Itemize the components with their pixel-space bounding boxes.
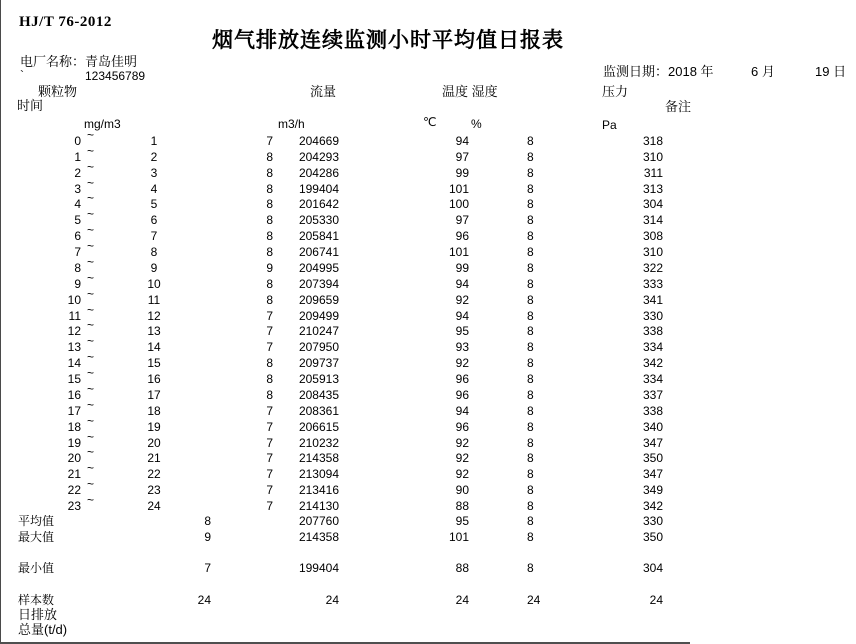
hour-start-cell: 14 (67, 356, 81, 370)
temp-value-cell: 94 (455, 277, 469, 291)
humidity-value-cell: 8 (527, 420, 534, 434)
pressure-value-cell: 334 (642, 372, 663, 386)
humidity-value-cell: 8 (527, 245, 534, 259)
summary-label: 样本数 (18, 593, 55, 607)
pm-value-cell: 7 (266, 134, 273, 148)
summary-label: 平均值 (18, 514, 55, 528)
summary-label: 最小值 (18, 561, 55, 575)
humidity-value-cell: 8 (527, 197, 534, 211)
monitor-date-day: 19 日 (815, 64, 847, 79)
hour-range-tilde: ~ (87, 445, 95, 459)
column-header-pressure: 压力 (602, 84, 629, 99)
humidity-value-cell: 8 (527, 340, 534, 354)
humidity-value-cell: 8 (527, 467, 534, 481)
pm-value-cell: 8 (266, 150, 273, 164)
summary-temp-value-cell: 88 (455, 561, 469, 575)
pressure-value-cell: 341 (642, 293, 663, 307)
hour-start-cell: 9 (74, 277, 81, 291)
hour-start-cell: 13 (67, 340, 81, 354)
temp-value-cell: 90 (455, 483, 469, 497)
pressure-value-cell: 330 (642, 309, 663, 323)
pressure-value-cell: 347 (642, 436, 663, 450)
monitor-date-year: 监测日期：2018 年 (603, 64, 714, 79)
hour-range-tilde: ~ (87, 398, 95, 412)
hour-start-cell: 22 (67, 483, 81, 497)
summary-pressure-value-cell: 350 (642, 530, 663, 544)
unit-pm: mg/m3 (84, 117, 121, 131)
monitor-date-month: 6 月 (751, 64, 775, 79)
flow-value-cell: 199404 (298, 182, 339, 196)
pm-value-cell: 8 (266, 245, 273, 259)
hour-range-tilde: ~ (87, 350, 95, 364)
pressure-value-cell: 334 (642, 340, 663, 354)
hour-range-tilde: ~ (87, 430, 95, 444)
humidity-value-cell: 8 (527, 451, 534, 465)
temp-value-cell: 96 (455, 372, 469, 386)
pressure-value-cell: 337 (642, 388, 663, 402)
flow-value-cell: 208361 (298, 404, 339, 418)
flow-value-cell: 204293 (298, 150, 339, 164)
hour-end-cell: 16 (147, 372, 161, 386)
pm-value-cell: 8 (266, 356, 273, 370)
pressure-value-cell: 310 (642, 245, 663, 259)
column-header-pm: 颗粒物 (38, 84, 78, 99)
column-header-time: 时间 (17, 98, 44, 113)
hour-start-cell: 21 (67, 467, 81, 481)
hour-start-cell: 18 (67, 420, 81, 434)
humidity-value-cell: 8 (527, 182, 534, 196)
hour-range-tilde: ~ (87, 414, 95, 428)
pm-value-cell: 7 (266, 309, 273, 323)
hour-start-cell: 0 (74, 134, 81, 148)
flow-value-cell: 210232 (298, 436, 339, 450)
hour-range-tilde: ~ (87, 223, 95, 237)
pm-value-cell: 7 (266, 499, 273, 513)
temp-value-cell: 96 (455, 229, 469, 243)
hour-start-cell: 7 (74, 245, 81, 259)
hour-range-tilde: ~ (87, 239, 95, 253)
temp-value-cell: 95 (455, 324, 469, 338)
temp-value-cell: 92 (455, 436, 469, 450)
humidity-value-cell: 8 (527, 213, 534, 227)
pm-value-cell: 7 (266, 420, 273, 434)
temp-value-cell: 92 (455, 467, 469, 481)
humidity-value-cell: 8 (527, 356, 534, 370)
flow-value-cell: 213094 (298, 467, 339, 481)
temp-value-cell: 94 (455, 134, 469, 148)
summary-flow-value-cell: 24 (325, 593, 339, 607)
hour-end-cell: 15 (147, 356, 161, 370)
pm-value-cell: 7 (266, 483, 273, 497)
hour-range-tilde: ~ (87, 144, 95, 158)
humidity-value-cell: 8 (527, 483, 534, 497)
hour-range-tilde: ~ (87, 271, 95, 285)
summary-humidity-value-cell: 24 (527, 593, 541, 607)
pressure-value-cell: 333 (642, 277, 663, 291)
pressure-value-cell: 347 (642, 467, 663, 481)
summary-flow-value-cell: 214358 (298, 530, 339, 544)
flow-value-cell: 213416 (298, 483, 339, 497)
summary-pressure-value-cell: 304 (642, 561, 663, 575)
flow-value-cell: 209659 (298, 293, 339, 307)
pressure-value-cell: 313 (642, 182, 663, 196)
hour-range-tilde: ~ (87, 477, 95, 491)
summary-pm-value-cell: 24 (197, 593, 211, 607)
pm-value-cell: 7 (266, 436, 273, 450)
humidity-value-cell: 8 (527, 277, 534, 291)
hour-start-cell: 4 (74, 197, 81, 211)
hour-start-cell: 19 (67, 436, 81, 450)
temp-value-cell: 94 (455, 309, 469, 323)
hour-end-cell: 6 (150, 213, 158, 227)
hour-range-tilde: ~ (87, 318, 95, 332)
humidity-value-cell: 8 (527, 293, 534, 307)
summary-flow-value-cell: 199404 (298, 561, 339, 575)
hour-start-cell: 5 (74, 213, 81, 227)
footer-daily-emission-label: 日排放 (18, 607, 58, 622)
footer-total-label: 总量(t/d) (18, 622, 68, 637)
pressure-value-cell: 310 (642, 150, 663, 164)
summary-pressure-value-cell: 24 (649, 593, 663, 607)
hour-end-cell: 9 (150, 261, 158, 275)
hour-end-cell: 2 (150, 150, 158, 164)
temp-value-cell: 96 (455, 420, 469, 434)
pressure-value-cell: 314 (642, 213, 663, 227)
hour-end-cell: 17 (147, 388, 161, 402)
plant-code: 123456789 (85, 69, 146, 83)
flow-value-cell: 207394 (298, 277, 339, 291)
page-title: 烟气排放连续监测小时平均值日报表 (212, 29, 564, 52)
hour-range-tilde: ~ (87, 461, 95, 475)
pm-value-cell: 8 (266, 182, 273, 196)
flow-value-cell: 210247 (298, 324, 339, 338)
standard-code: HJ/T 76-2012 (19, 14, 112, 30)
flow-value-cell: 205330 (298, 213, 339, 227)
pressure-value-cell: 308 (642, 229, 663, 243)
humidity-value-cell: 8 (527, 309, 534, 323)
temp-value-cell: 88 (455, 499, 469, 513)
temp-value-cell: 92 (455, 451, 469, 465)
temp-value-cell: 92 (455, 293, 469, 307)
hour-range-tilde: ~ (87, 287, 95, 301)
hour-range-tilde: ~ (87, 334, 95, 348)
hour-end-cell: 7 (150, 229, 158, 243)
unit-flow: m3/h (278, 117, 305, 131)
hour-start-cell: 20 (67, 451, 81, 465)
hour-start-cell: 16 (67, 388, 81, 402)
summary-temp-value-cell: 95 (455, 514, 469, 528)
hour-end-cell: 23 (147, 483, 161, 497)
humidity-value-cell: 8 (527, 229, 534, 243)
humidity-value-cell: 8 (527, 499, 534, 513)
summary-temp-value-cell: 24 (455, 593, 469, 607)
flow-value-cell: 205841 (298, 229, 339, 243)
hour-start-cell: 23 (67, 499, 81, 513)
flow-value-cell: 207950 (298, 340, 339, 354)
humidity-value-cell: 8 (527, 166, 534, 180)
temp-value-cell: 100 (448, 197, 469, 211)
hour-end-cell: 14 (147, 340, 161, 354)
unit-humidity: % (471, 117, 482, 131)
pressure-value-cell: 350 (642, 451, 663, 465)
flow-value-cell: 214358 (298, 451, 339, 465)
pressure-value-cell: 322 (642, 261, 663, 275)
pm-value-cell: 8 (266, 213, 273, 227)
hour-range-tilde: ~ (87, 160, 95, 174)
pressure-value-cell: 340 (642, 420, 663, 434)
column-header-remark: 备注 (665, 99, 692, 114)
hour-range-tilde: ~ (87, 176, 95, 190)
pm-value-cell: 8 (266, 372, 273, 386)
humidity-value-cell: 8 (527, 404, 534, 418)
summary-humidity-value-cell: 8 (527, 561, 534, 575)
summary-pressure-value-cell: 330 (642, 514, 663, 528)
hour-end-cell: 20 (147, 436, 161, 450)
flow-value-cell: 209499 (298, 309, 339, 323)
column-header-temp-hum: 温度 湿度 (442, 84, 498, 99)
hour-range-tilde: ~ (87, 191, 95, 205)
pressure-value-cell: 304 (642, 197, 663, 211)
pm-value-cell: 8 (266, 277, 273, 291)
temp-value-cell: 96 (455, 388, 469, 402)
hour-end-cell: 3 (150, 166, 158, 180)
hour-end-cell: 12 (147, 309, 161, 323)
pm-value-cell: 7 (266, 324, 273, 338)
temp-value-cell: 101 (448, 245, 469, 259)
hour-end-cell: 24 (147, 499, 161, 513)
temp-value-cell: 101 (448, 182, 469, 196)
hour-start-cell: 8 (74, 261, 81, 275)
pressure-value-cell: 338 (642, 404, 663, 418)
pm-value-cell: 8 (266, 197, 273, 211)
flow-value-cell: 206741 (298, 245, 339, 259)
summary-pm-value-cell: 8 (204, 514, 211, 528)
hour-start-cell: 17 (67, 404, 81, 418)
summary-temp-value-cell: 101 (448, 530, 469, 544)
hour-end-cell: 8 (150, 245, 158, 259)
temp-value-cell: 93 (455, 340, 469, 354)
temp-value-cell: 92 (455, 356, 469, 370)
hour-range-tilde: ~ (87, 382, 95, 396)
pm-value-cell: 8 (266, 229, 273, 243)
hour-range-tilde: ~ (87, 207, 95, 221)
hour-end-cell: 22 (147, 467, 161, 481)
flow-value-cell: 206615 (298, 420, 339, 434)
hour-end-cell: 13 (147, 324, 161, 338)
summary-pm-value-cell: 7 (204, 561, 211, 575)
hour-start-cell: 2 (74, 166, 81, 180)
flow-value-cell: 201642 (298, 197, 339, 211)
hour-end-cell: 4 (150, 182, 158, 196)
hour-start-cell: 1 (74, 150, 81, 164)
temp-value-cell: 97 (455, 213, 469, 227)
flow-value-cell: 204995 (298, 261, 339, 275)
pm-value-cell: 8 (266, 293, 273, 307)
flow-value-cell: 208435 (298, 388, 339, 402)
pm-value-cell: 9 (266, 261, 273, 275)
temp-value-cell: 99 (455, 166, 469, 180)
temp-value-cell: 97 (455, 150, 469, 164)
humidity-value-cell: 8 (527, 436, 534, 450)
summary-label: 最大值 (18, 530, 55, 544)
hour-start-cell: 12 (67, 324, 81, 338)
hour-end-cell: 10 (147, 277, 161, 291)
flow-value-cell: 204669 (298, 134, 339, 148)
pressure-value-cell: 318 (642, 134, 663, 148)
flow-value-cell: 204286 (298, 166, 339, 180)
summary-humidity-value-cell: 8 (527, 530, 534, 544)
hour-end-cell: 1 (150, 134, 158, 148)
hour-start-cell: 3 (74, 182, 81, 196)
hour-start-cell: 6 (74, 229, 81, 243)
hour-range-tilde: ~ (87, 303, 95, 317)
hour-end-cell: 18 (147, 404, 161, 418)
summary-humidity-value-cell: 8 (527, 514, 534, 528)
hour-end-cell: 11 (147, 293, 161, 307)
humidity-value-cell: 8 (527, 388, 534, 402)
column-header-flow: 流量 (310, 84, 337, 99)
hour-start-cell: 10 (67, 293, 81, 307)
flow-value-cell: 205913 (298, 372, 339, 386)
hour-end-cell: 21 (147, 451, 161, 465)
pressure-value-cell: 342 (642, 499, 663, 513)
pressure-value-cell: 342 (642, 356, 663, 370)
hour-end-cell: 19 (147, 420, 161, 434)
pressure-value-cell: 349 (642, 483, 663, 497)
pm-value-cell: 8 (266, 388, 273, 402)
pm-value-cell: 7 (266, 404, 273, 418)
pm-value-cell: 8 (266, 166, 273, 180)
summary-pm-value-cell: 9 (204, 530, 211, 544)
flow-value-cell: 214130 (298, 499, 339, 513)
hour-range-tilde: ~ (87, 128, 95, 142)
pressure-value-cell: 311 (643, 166, 663, 180)
humidity-value-cell: 8 (527, 134, 534, 148)
summary-flow-value-cell: 207760 (298, 514, 339, 528)
unit-temp: ℃ (423, 115, 437, 129)
humidity-value-cell: 8 (527, 372, 534, 386)
hour-range-tilde: ~ (87, 366, 95, 380)
pm-value-cell: 7 (266, 467, 273, 481)
humidity-value-cell: 8 (527, 324, 534, 338)
hour-end-cell: 5 (150, 197, 158, 211)
hour-range-tilde: ~ (87, 493, 95, 507)
humidity-value-cell: 8 (527, 261, 534, 275)
plant-mark: ` (20, 68, 24, 82)
temp-value-cell: 94 (455, 404, 469, 418)
hour-start-cell: 15 (67, 372, 81, 386)
hour-start-cell: 11 (68, 309, 81, 323)
left-border-line (0, 0, 1, 644)
pm-value-cell: 7 (266, 451, 273, 465)
plant-name: 电厂名称：青岛佳明 (20, 54, 138, 69)
pressure-value-cell: 338 (642, 324, 663, 338)
unit-pressure: Pa (602, 118, 617, 132)
temp-value-cell: 99 (455, 261, 469, 275)
humidity-value-cell: 8 (527, 150, 534, 164)
flow-value-cell: 209737 (298, 356, 339, 370)
hour-range-tilde: ~ (87, 255, 95, 269)
pm-value-cell: 7 (266, 340, 273, 354)
